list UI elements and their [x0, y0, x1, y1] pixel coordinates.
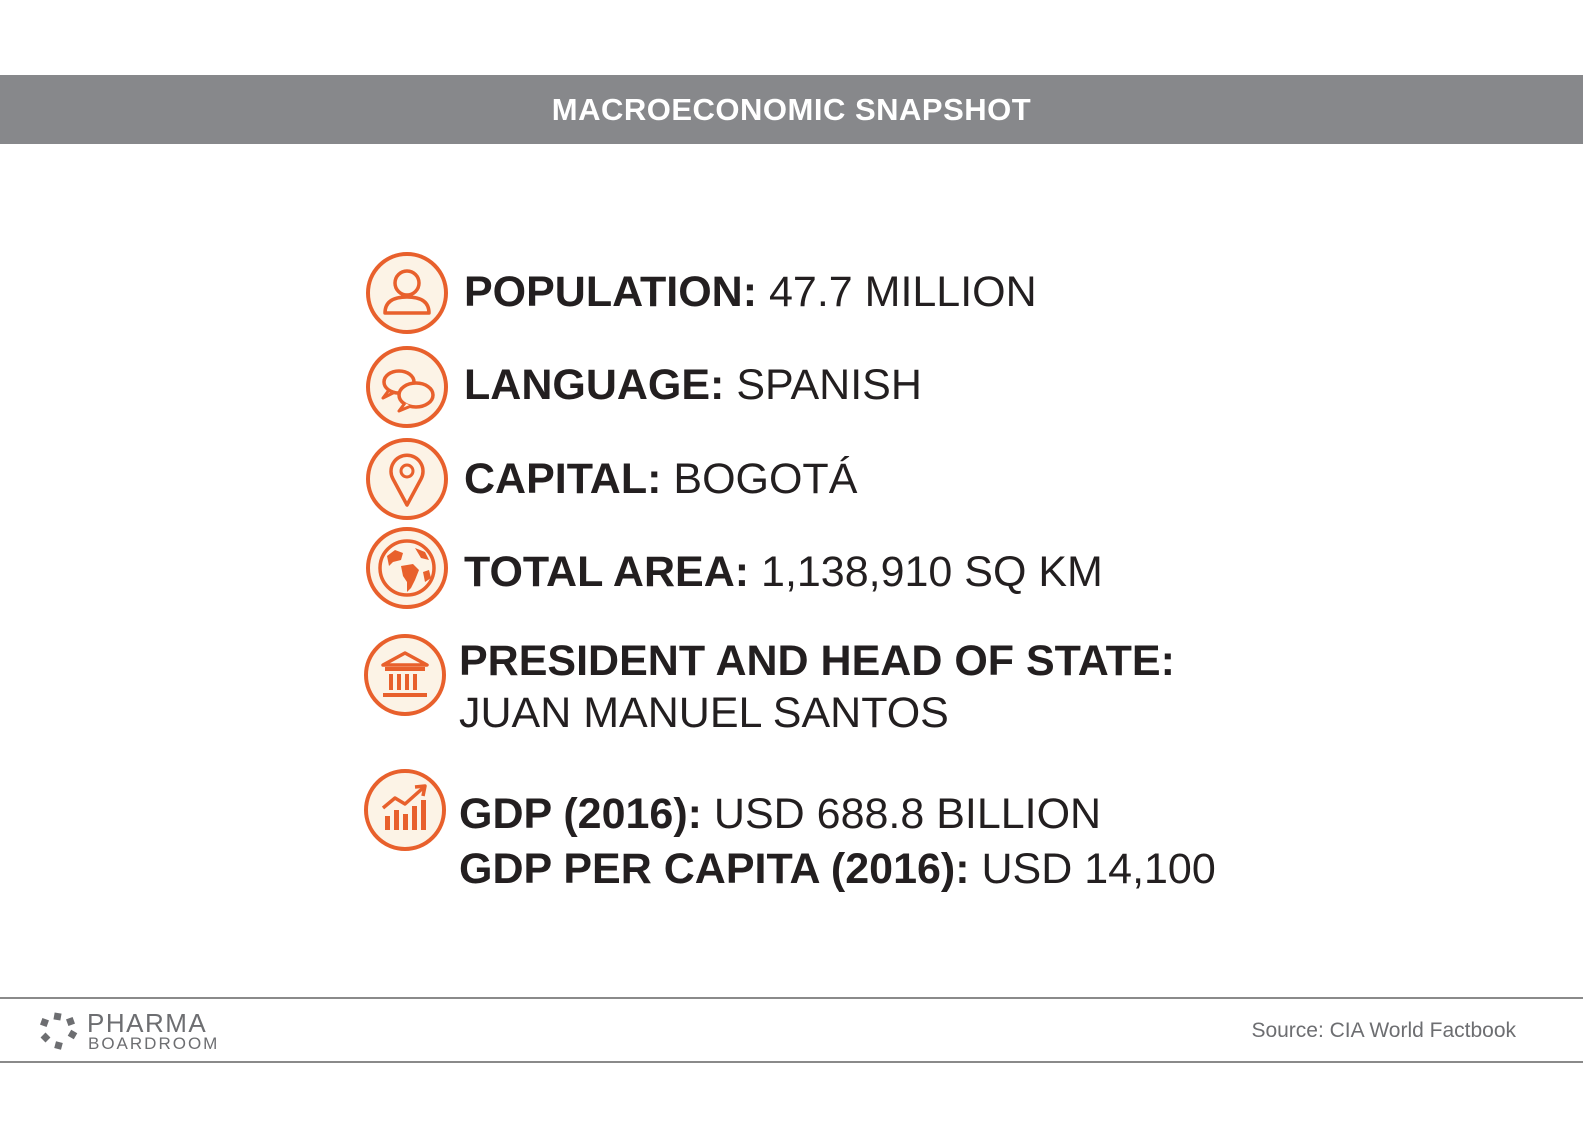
capital-value: BOGOTÁ: [673, 455, 858, 503]
page-title: MACROECONOMIC SNAPSHOT: [551, 91, 1032, 127]
logo-mark-icon: [38, 1012, 78, 1052]
person-icon: [365, 251, 449, 335]
logo-text-top: PHARMA: [87, 1008, 208, 1038]
gdp-label: GDP (2016):: [459, 790, 702, 838]
population-line: [464, 268, 1037, 316]
president-label-line: [459, 637, 1175, 685]
source-note: Source: CIA World Factbook: [1251, 1019, 1516, 1042]
president-value-line: [459, 689, 949, 737]
pharmaboardroom-logo: [38, 1010, 258, 1054]
capital-label: CAPITAL:: [464, 455, 662, 503]
logo-text-bottom: BOARDROOM: [88, 1034, 220, 1053]
area-label: TOTAL AREA:: [464, 548, 750, 596]
language-label: LANGUAGE:: [464, 361, 725, 409]
gdp-value: USD 688.8 BILLION: [713, 790, 1102, 838]
president-value: JUAN MANUEL SANTOS: [459, 689, 949, 737]
population-value: 47.7 MILLION: [768, 268, 1037, 316]
growth-chart-icon: [363, 768, 447, 852]
capital-line: [464, 455, 858, 503]
president-label: PRESIDENT AND HEAD OF STATE:: [459, 637, 1175, 685]
population-label: POPULATION:: [464, 268, 758, 316]
speech-bubbles-icon: [365, 345, 449, 429]
language-value: SPANISH: [736, 361, 922, 409]
area-line: [464, 548, 1103, 596]
globe-icon: [365, 526, 449, 610]
gdp-line: [459, 790, 1102, 838]
footer-top-divider: [0, 997, 1583, 999]
area-value: 1,138,910 SQ KM: [761, 548, 1103, 596]
footer-bottom-divider: [0, 1061, 1583, 1063]
government-building-icon: [363, 633, 447, 717]
map-pin-icon: [365, 437, 449, 521]
gdp-per-capita-line: [459, 845, 1216, 893]
gdp-per-capita-value: USD 14,100: [981, 845, 1216, 893]
language-line: [464, 361, 922, 409]
gdp-per-capita-label: GDP PER CAPITA (2016):: [459, 845, 970, 893]
